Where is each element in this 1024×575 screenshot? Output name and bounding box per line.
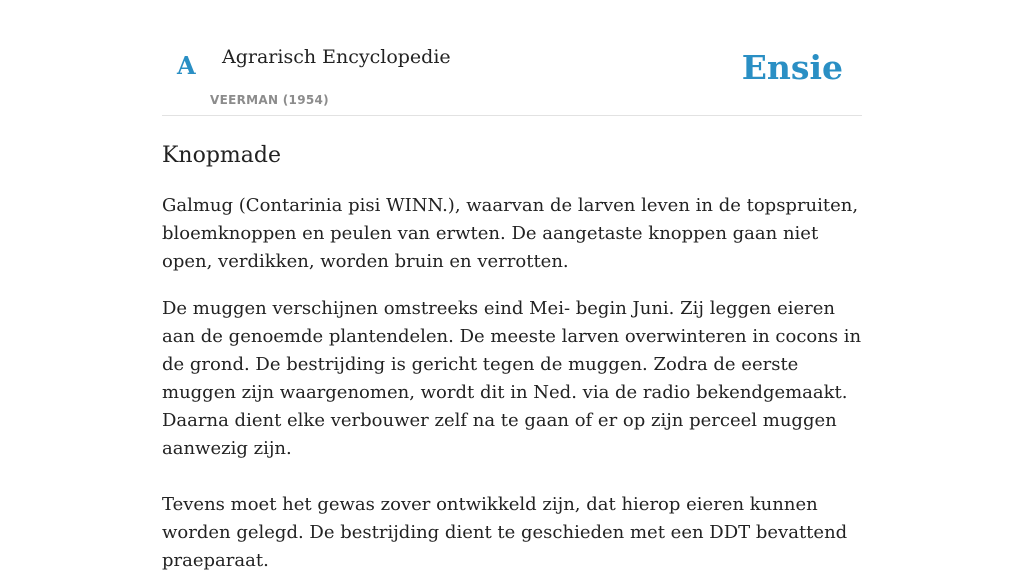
- article-paragraph-3: Tevens moet het gewas zover ontwikkeld zijn, dat hierop eieren kunnen worden gelegd. De bestrijding dient te geschieden met een DDT bevattend praeparaat.: [162, 494, 848, 572]
- encyclopedia-title-link[interactable]: Agrarisch Encyclopedie: [222, 46, 451, 68]
- article-paragraph-1: Galmug (Contarinia pisi WINN.), waarvan de larven leven in de topspruiten, bloemknoppen en peulen van erwten. De aangetaste knoppen gaan niet open, verdikken, worden bruin en verrotten.: [162, 195, 859, 273]
- ensie-logo-link[interactable]: Ensie: [741, 48, 843, 87]
- article-title: Knopmade: [162, 143, 282, 168]
- source-label: VEERMAN (1954): [210, 93, 329, 107]
- article-paragraph-2: De muggen verschijnen omstreeks eind Mei- begin Juni. Zij leggen eieren aan de genoemde plantendelen. De meeste larven overwinteren in cocons in de grond. De bestrijding is gericht tegen de muggen. Zodra de eerste muggen zijn waargenomen, wordt dit in Ned. via de radio bekendgemaakt. Daarna dient elke verbouwer zelf na te gaan of er op zijn perceel muggen aanwezig zijn.: [162, 298, 862, 460]
- encyclopedia-logo-letter[interactable]: A: [177, 51, 196, 80]
- header: [162, 0, 862, 116]
- article: [162, 143, 862, 575]
- content-container: [162, 0, 862, 575]
